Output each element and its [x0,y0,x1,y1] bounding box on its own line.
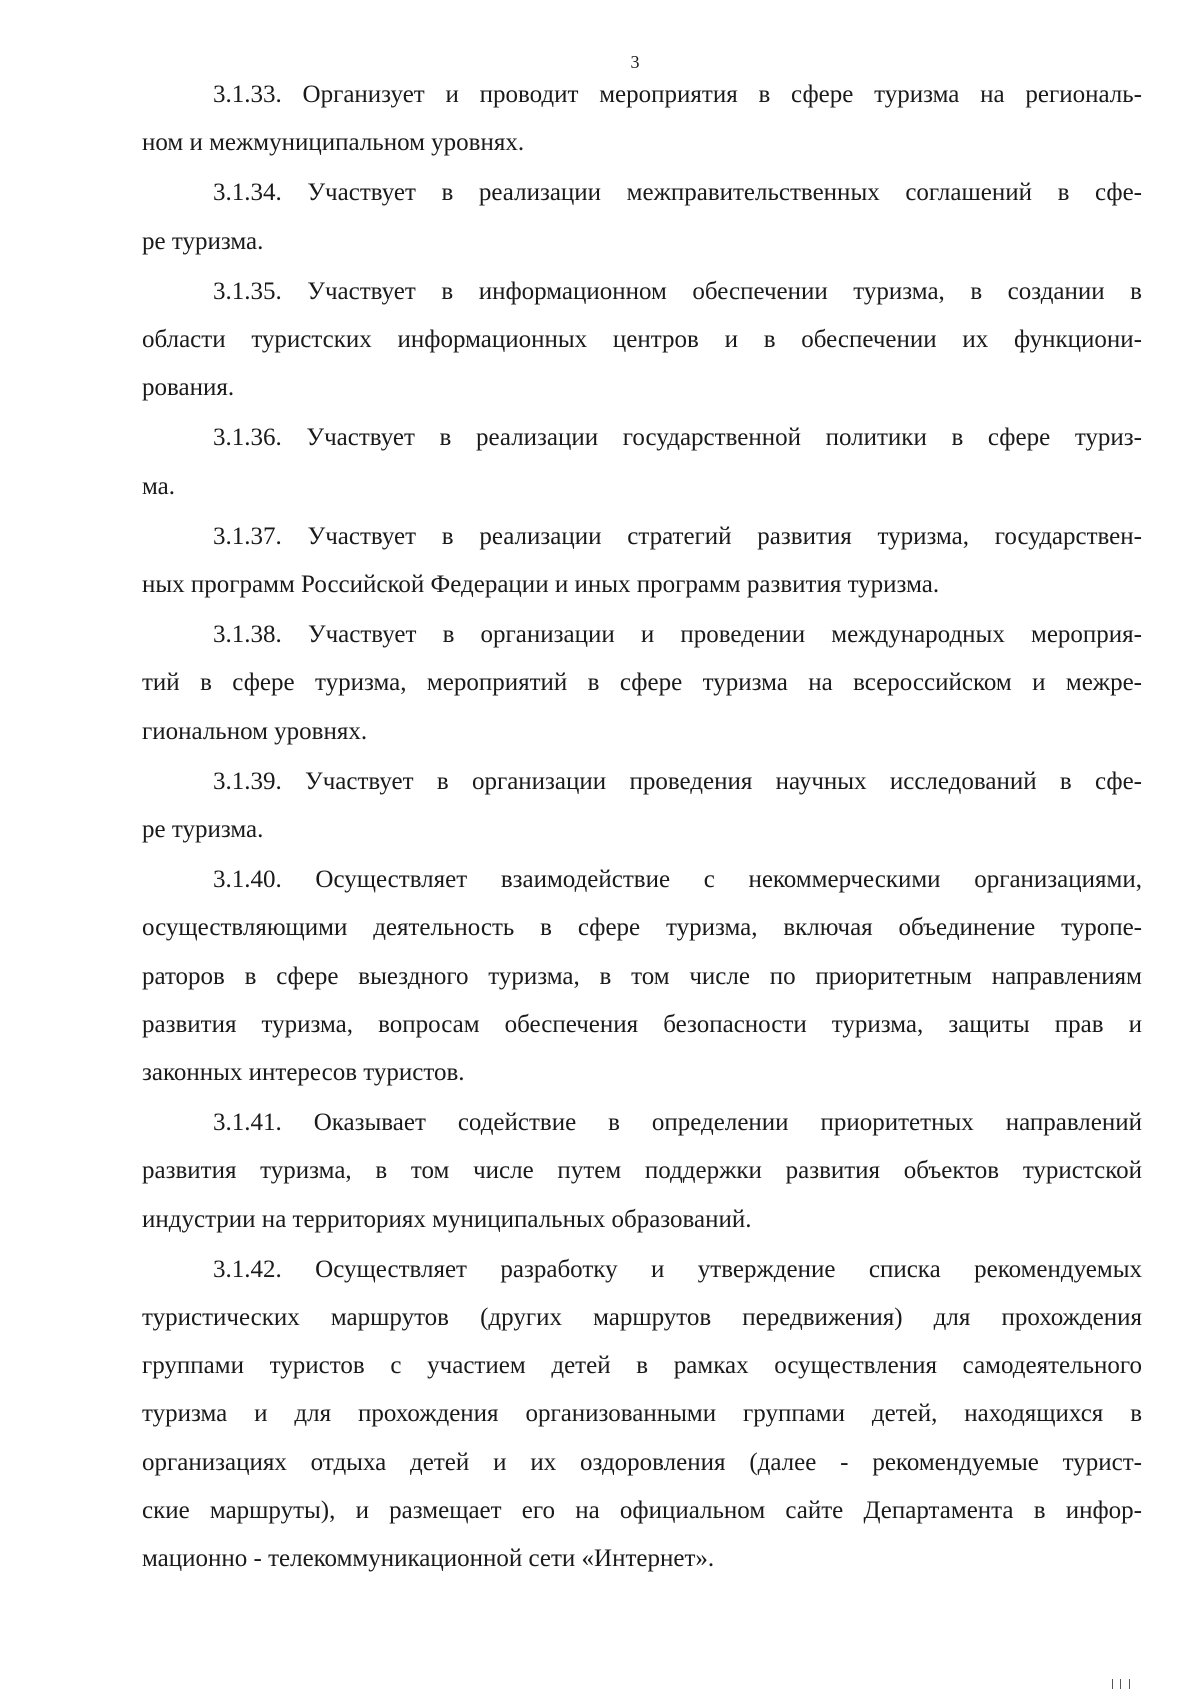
text-line: 3.1.33. Организует и проводит мероприятия в сфере туризма на региональ- [213,81,1142,108]
text-line: раторов в сфере выездного туризма, в том числе по приоритетным направлениям [142,962,1142,990]
text-line: мационно - телекоммуникационной сети «Интернет». [142,1545,715,1573]
text-line: туризма и для прохождения организованными группами детей, находящихся в [142,1400,1142,1428]
text-line: 3.1.34. Участвует в реализации межправительственных соглашений в сфе- [213,179,1142,207]
paragraph-2 [142,169,1142,265]
text-line: тий в сфере туризма, мероприятий в сфере туризма на всероссийском и межре- [142,669,1142,697]
text-line: ре туризма. [142,227,264,255]
paragraph-3 [142,268,1142,413]
paragraph-1 [142,71,1142,167]
text-line: 3.1.38. Участвует в организации и проведении международных мероприя- [213,621,1142,649]
text-line: осуществляющими деятельность в сфере туризма, включая объединение туропе- [142,914,1142,942]
paragraph-10 [142,1246,1142,1583]
paragraph-4 [142,414,1142,510]
text-line: законных интересов туристов. [142,1059,465,1087]
text-line: индустрии на территориях муниципальных образований. [142,1205,752,1233]
paragraph-5 [142,513,1142,609]
text-line: туристических маршрутов (других маршрутов передвижения) для прохождения [142,1304,1142,1332]
text-line: 3.1.35. Участвует в информационном обеспечении туризма, в создании в [213,277,1142,305]
text-line: ном и межмуниципальном уровнях. [142,129,525,157]
text-line: 3.1.40. Осуществляет взаимодействие с некоммерческими организациями, [213,866,1142,894]
text-line: развития туризма, вопросам обеспечения безопасности туризма, защиты прав и [142,1010,1142,1038]
document-body [142,71,1142,1585]
text-line: 3.1.36. Участвует в реализации государственной политики в сфере туриз- [213,424,1142,452]
paragraph-7 [142,758,1142,854]
scan-artifact-mark [1112,1679,1130,1689]
text-line: ские маршруты), и размещает его на официальном сайте Департамента в инфор- [142,1496,1142,1524]
text-line: рования. [142,374,235,402]
text-line: области туристских информационных центров и в обеспечении их функциони- [142,326,1142,354]
text-line: группами туристов с участием детей в рамках осуществления самодеятельного [142,1352,1142,1380]
text-line: развития туризма, в том числе путем поддержки развития объектов туристской [142,1157,1142,1185]
paragraph-9 [142,1099,1142,1244]
page-number: 3 [630,52,640,72]
text-line: ре туризма. [142,816,264,844]
paragraph-6 [142,611,1142,756]
paragraph-8 [142,856,1142,1097]
text-line: 3.1.42. Осуществляет разработку и утверждение списка рекомендуемых [213,1255,1142,1283]
text-line: ных программ Российской Федерации и иных программ развития туризма. [142,571,940,599]
text-line: ма. [142,472,175,500]
text-line: 3.1.39. Участвует в организации проведения научных исследований в сфе- [213,767,1142,795]
text-line: гиональном уровнях. [142,717,368,745]
text-line: 3.1.41. Оказывает содействие в определении приоритетных направлений [213,1109,1142,1137]
text-line: организациях отдыха детей и их оздоровления (далее - рекомендуемые турист- [142,1448,1142,1476]
text-line: 3.1.37. Участвует в реализации стратегий развития туризма, государствен- [213,522,1142,550]
